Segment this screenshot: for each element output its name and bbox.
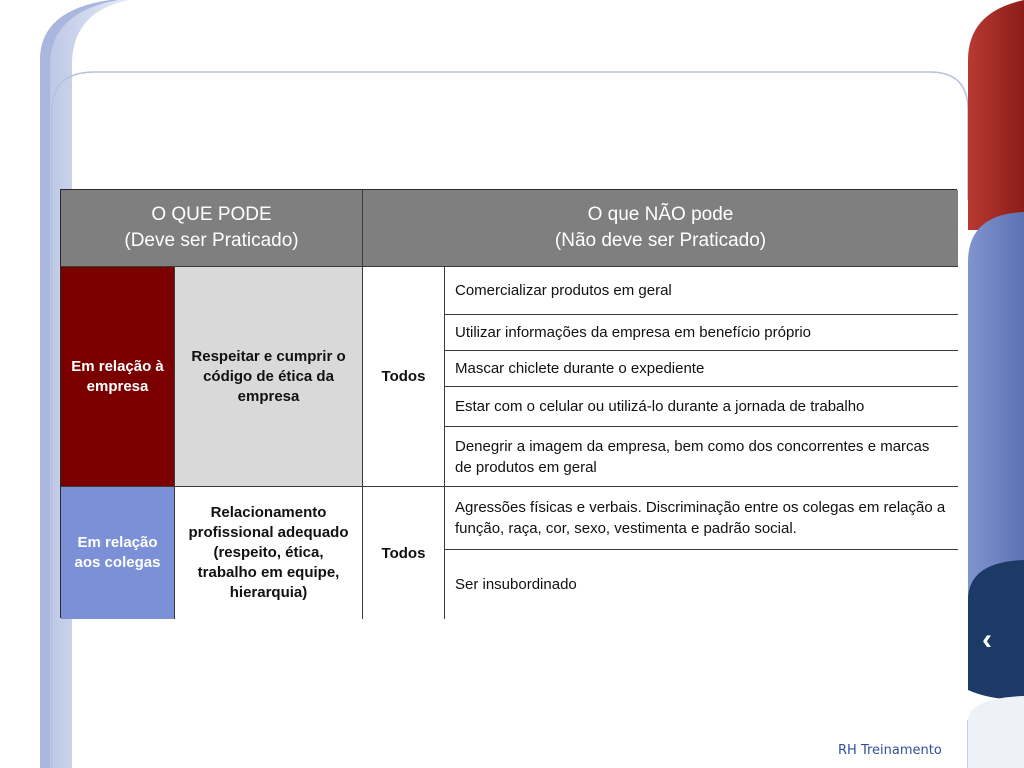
who-colleagues: Todos <box>363 487 445 619</box>
right-red-bar <box>968 0 1024 230</box>
category-colleagues: Em relação aos colegas <box>61 487 175 619</box>
header-cannot-do-title: O que NÃO pode <box>587 204 734 225</box>
cannot-do-item: Mascar chiclete durante o expediente <box>445 351 958 387</box>
cannot-do-item: Utilizar informações da empresa em benefício próprio <box>445 315 958 351</box>
can-do-colleagues: Relacionamento profissional adequado (respeito, ética, trabalho em equipe, hierarquia) <box>175 487 363 619</box>
chevron-left-icon[interactable]: ‹ <box>982 623 992 656</box>
header-can-do-title: O QUE PODE <box>151 204 272 225</box>
cannot-do-item: Denegrir a imagem da empresa, bem como dos concorrentes e marcas de produtos em geral <box>445 427 958 487</box>
header-cannot-do <box>363 190 958 267</box>
header-can-do <box>61 190 363 267</box>
header-can-do-subtitle: (Deve ser Praticado) <box>124 230 299 251</box>
footer-brand: RH Treinamento <box>838 743 942 758</box>
cannot-do-item: Estar com o celular ou utilizá-lo durante a jornada de trabalho <box>445 387 958 427</box>
ethics-table <box>60 189 957 618</box>
cannot-do-item: Agressões físicas e verbais. Discriminação entre os colegas em relação a função, raça, cor, sexo, vestimenta e padrão social. <box>445 487 958 550</box>
cannot-do-item: Comercializar produtos em geral <box>445 267 958 315</box>
header-cannot-do-subtitle: (Não deve ser Praticado) <box>554 230 767 251</box>
category-company: Em relação à empresa <box>61 267 175 487</box>
who-company: Todos <box>363 267 445 487</box>
cannot-do-item: Ser insubordinado <box>445 550 958 619</box>
can-do-company: Respeitar e cumprir o código de ética da empresa <box>175 267 363 487</box>
right-blue-bar <box>968 212 1024 600</box>
